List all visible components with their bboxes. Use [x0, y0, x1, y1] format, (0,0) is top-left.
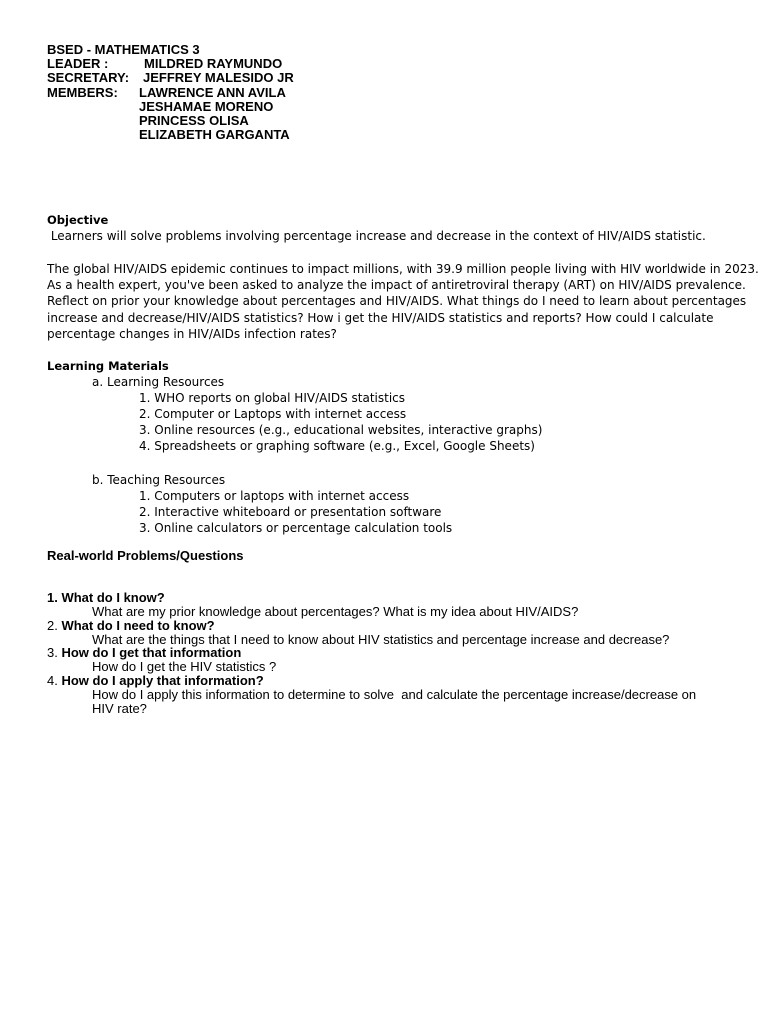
question-heading: How do I get that information	[61, 645, 242, 660]
question-heading: What do I need to know?	[61, 618, 215, 633]
question-number: 2.	[47, 618, 58, 633]
question-title	[47, 674, 264, 688]
learning-resources-list	[139, 390, 542, 454]
secretary-label: SECRETARY:	[47, 70, 130, 86]
secretary-name: JEFFREY MALESIDO JR	[143, 70, 294, 86]
list-item: 4. Spreadsheets or graphing software (e.g., Excel, Google Sheets)	[139, 439, 535, 453]
list-item: 2. Interactive whiteboard or presentation software	[139, 505, 442, 519]
member-name: LAWRENCE ANN AVILA	[139, 84, 286, 100]
intro-line: Reflect on prior your knowledge about percentages and HIV/AIDS. What things do I need to learn about percentages	[47, 294, 747, 309]
course-title: BSED - MATHEMATICS 3	[47, 42, 200, 57]
intro-line: As a health expert, you've been asked to analyze the impact of antiretroviral therapy (ART) on HIV/AIDS prevalence.	[47, 278, 746, 293]
question-number: 3.	[47, 645, 58, 660]
question-title	[47, 646, 241, 660]
members-label: MEMBERS:	[47, 84, 118, 100]
materials-heading-wrap	[47, 358, 169, 374]
intro-line: percentage changes in HIV/AIDs infection rates?	[47, 326, 337, 341]
member-name: JESHAMAE MORENO	[139, 98, 274, 114]
question-title	[47, 619, 215, 633]
leader-name: MILDRED RAYMUNDO	[144, 56, 283, 72]
intro-line: The global HIV/AIDS epidemic continues to impact millions, with 39.9 million people living with HIV worldwide in 2023.	[47, 262, 759, 276]
learning-resources-label: a. Learning Resources	[92, 375, 225, 389]
member-name: PRINCESS OLISA	[139, 112, 249, 128]
objective-text: Learners will solve problems involving percentage increase and decrease in the context of HIV/AIDS statistic.	[47, 229, 706, 243]
question-heading: How do I apply that information?	[61, 673, 264, 688]
list-item: 3. Online calculators or percentage calculation tools	[139, 521, 453, 535]
question-number: 1.	[47, 590, 58, 605]
member-name: ELIZABETH GARGANTA	[139, 127, 290, 143]
teaching-resources-list	[139, 488, 452, 536]
question-body: How do I apply this information to determine to solve and calculate the percentage increase/decrease on	[92, 687, 697, 702]
question-heading: What do I know?	[61, 590, 165, 605]
objective-heading: Objective	[47, 213, 109, 227]
materials-heading: Learning Materials	[47, 359, 169, 373]
list-item: 2. Computer or Laptops with internet access	[139, 407, 407, 421]
intro-line: increase and decrease/HIV/AIDS statistics? How i get the HIV/AIDS statistics and reports? How could I calculate	[47, 310, 714, 325]
objective-section	[47, 212, 706, 244]
question-body: What are my prior knowledge about percentages? What is my idea about HIV/AIDS?	[92, 604, 579, 619]
list-item: 3. Online resources (e.g., educational websites, interactive graphs)	[139, 423, 543, 437]
question-title	[47, 591, 165, 605]
leader-label: LEADER :	[47, 56, 109, 72]
list-item: 1. WHO reports on global HIV/AIDS statistics	[139, 391, 406, 405]
realworld-heading: Real-world Problems/Questions	[47, 548, 244, 563]
question-body: HIV rate?	[92, 701, 147, 716]
list-item: 1. Computers or laptops with internet access	[139, 489, 410, 503]
intro-paragraph	[47, 261, 759, 342]
question-body: What are the things that I need to know about HIV statistics and percentage increase and decrease?	[92, 632, 670, 647]
question-body: How do I get the HIV statistics ?	[92, 659, 277, 674]
question-number: 4.	[47, 673, 58, 688]
teaching-resources-label: b. Teaching Resources	[92, 473, 226, 487]
